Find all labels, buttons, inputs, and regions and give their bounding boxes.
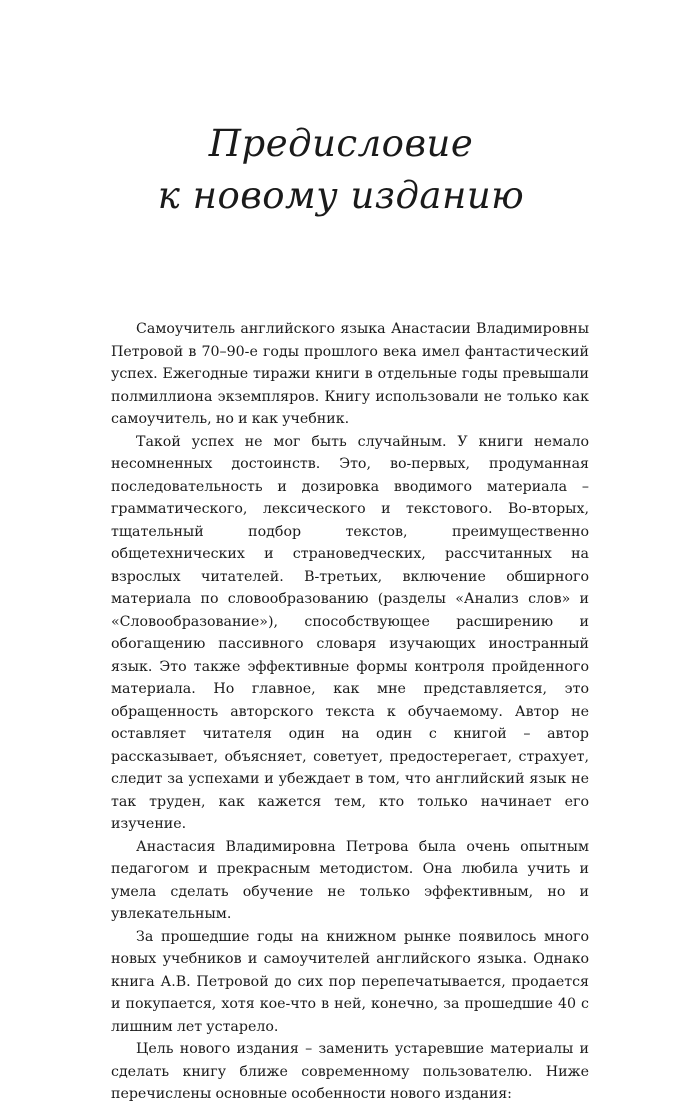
paragraph-4: За прошедшие годы на книжном рынке появилось много новых учебников и самоучителей английского языка. Однако книга А.В. Петровой до сих пор перепечатывается, продается и покупается, хотя кое-что в ней, конечно, за прошедшие 40 с лишним лет устарело. (111, 928, 589, 1035)
chapter-heading-line-1: Предисловие (208, 122, 474, 165)
chapter-heading-line-2: к новому изданию (157, 174, 525, 217)
chapter-heading (0, 118, 682, 222)
paragraph-3: Анастасия Владимировна Петрова была очень опытным педагогом и прекрасным методистом. Она любила учить и умела сделать обучение не только эффективным, но и увлекательным. (111, 838, 589, 922)
paragraph-2: Такой успех не мог быть случайным. У книги немало несомненных достоинств. Это, во-первых, продуманная последовательность и дозировка вводимого материала – грамматического, лексического и текстового. Во-вторых, тщательный подбор текстов, преимущественно общетехнических и страноведческих, рассчитанных на взрослых читателей. В-третьих, включение обширного материала по словообразованию (разделы «Анализ слов» и «Словообразование»), способствующее расширению и обогащению пассивного словаря изучающих иностранный язык. Это также эффективные формы контроля пройденного материала. Но главное, как мне представляется, это обращенность авторского текста к обучаемому. Автор не оставляет читателя один на один с книгой – автор рассказывает, объясняет, советует, предостерегает, страхует, следит за успехами и убеждает в том, что английский язык не так труден, как кажется тем, кто только начинает его изучение. (111, 433, 589, 832)
paragraph-5: Цель нового издания – заменить устаревшие материалы и сделать книгу ближе современному пользователю. Ниже перечислены основные особенности нового издания: (111, 1041, 589, 1102)
paragraph-1: Самоучитель английского языка Анастасии Владимировны Петровой в 70–90-е годы прошлого века имел фантастический успех. Ежегодные тиражи книги в отдельные годы превышали полмиллиона экземпляров. Книгу использовали не только как самоучитель, но и как учебник. (111, 321, 589, 427)
body-text (111, 318, 589, 1106)
